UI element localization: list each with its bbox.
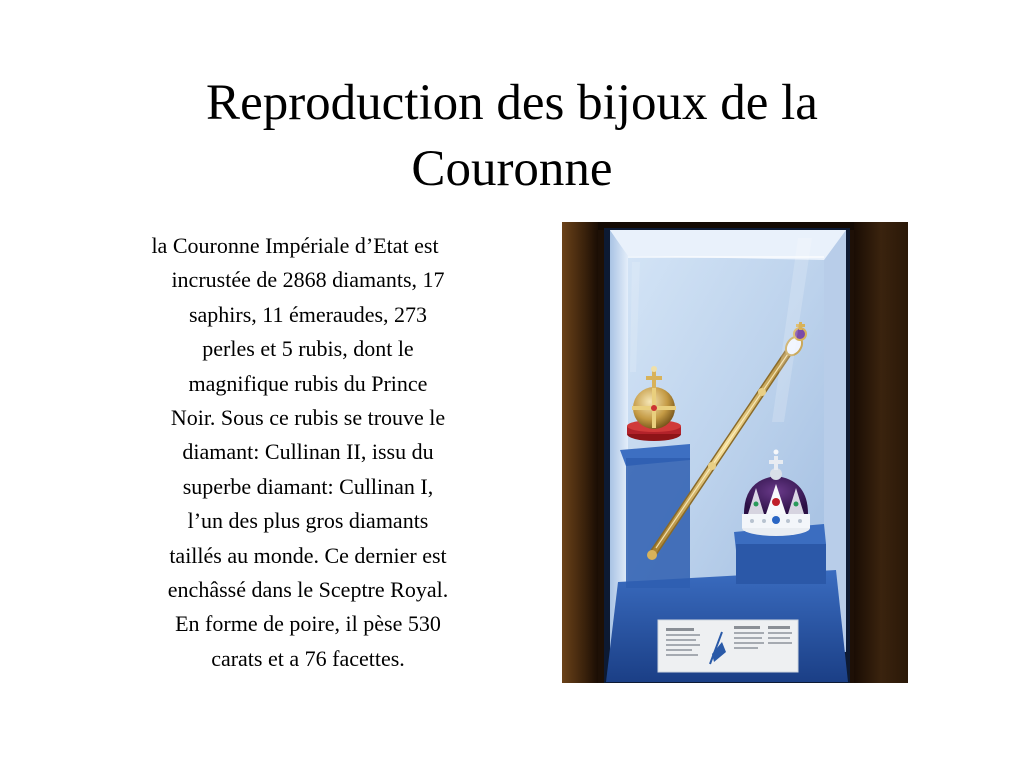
title-line: Reproduction des bijoux de la (206, 75, 818, 131)
body-line: taillés au monde. Ce dernier est (169, 542, 447, 568)
body-line: la Couronne Impériale d’Etat est (151, 233, 439, 258)
crown-jewels-photo (562, 222, 908, 683)
slide-body-text (104, 229, 512, 676)
body-line: saphirs, 11 émeraudes, 273 (188, 301, 428, 327)
body-line: superbe diamant: Cullinan I, (182, 473, 434, 499)
body-line: l’un des plus gros diamants (187, 508, 429, 534)
body-line: Noir. Sous ce rubis se trouve le (170, 405, 446, 431)
body-line: En forme de poire, il pèse 530 (175, 611, 441, 637)
slide-title (112, 70, 912, 202)
body-line: enchâssé dans le Sceptre Royal. (167, 577, 449, 603)
body-line: magnifique rubis du Prince (188, 370, 428, 396)
body-line: carats et a 76 facettes. (211, 645, 405, 671)
body-line: incrustée de 2868 diamants, 17 (171, 267, 445, 293)
crown-jewels-illustration (562, 222, 908, 683)
title-line: Couronne (411, 141, 613, 197)
body-line: diamant: Cullinan II, issu du (182, 439, 434, 465)
body-line: perles et 5 rubis, dont le (202, 336, 414, 362)
